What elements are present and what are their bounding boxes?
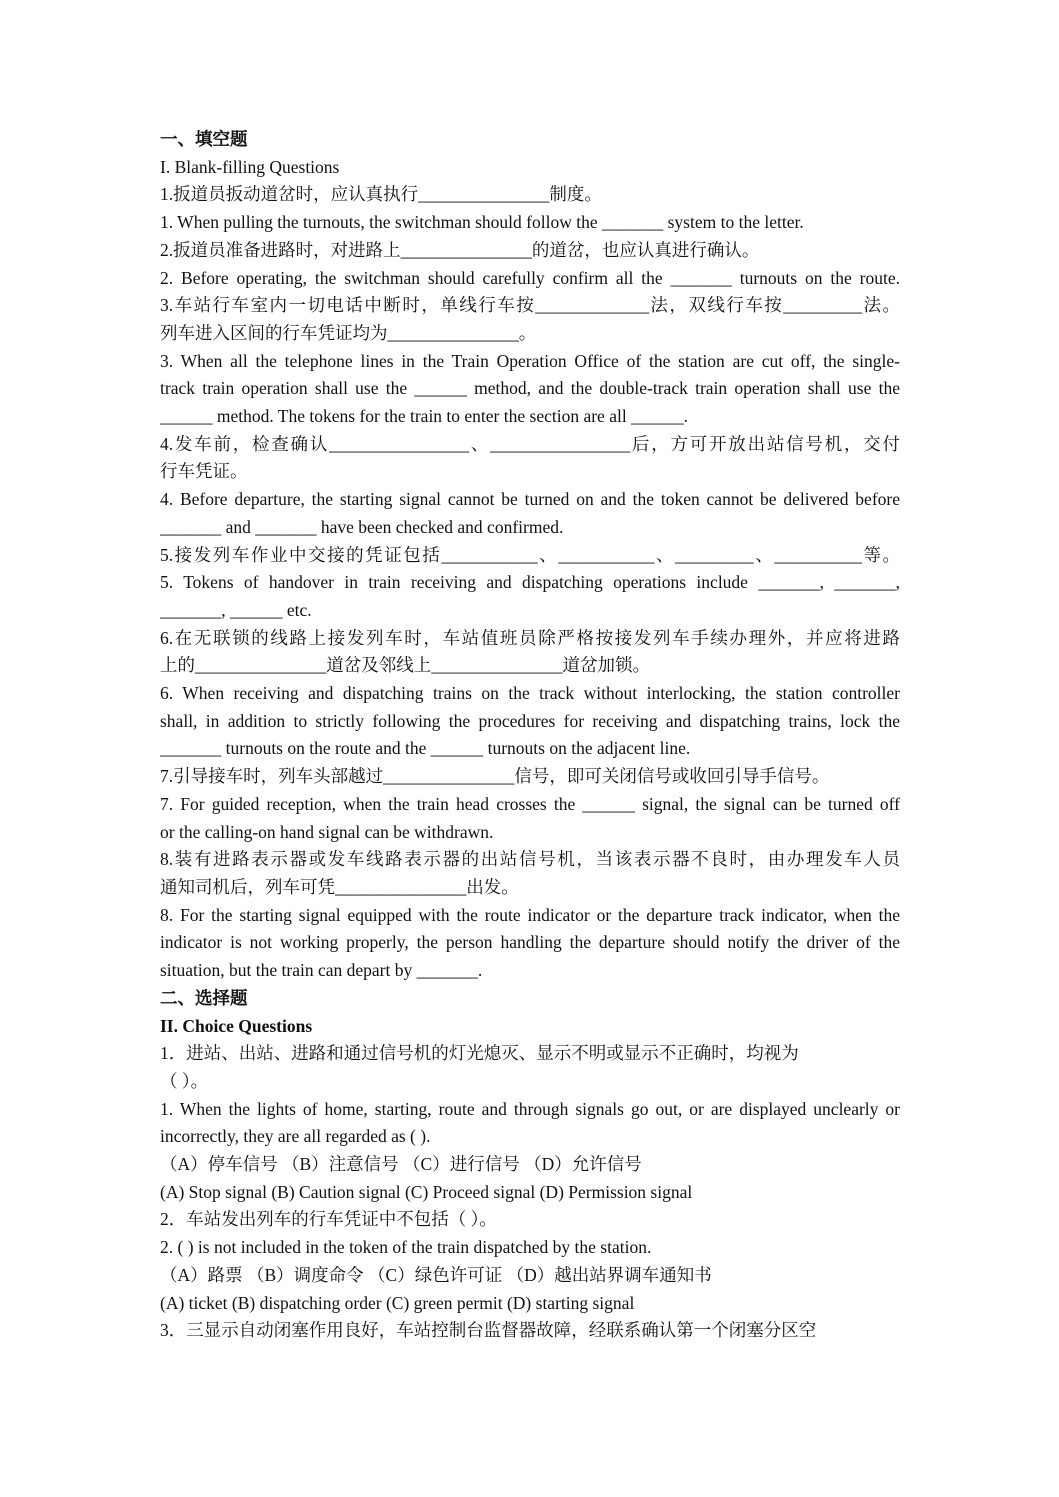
document-body bbox=[160, 126, 900, 1345]
text-line: 6. When receiving and dispatching trains on the track without interlocking, the station controller bbox=[160, 683, 900, 704]
text-line: _______ turnouts on the route and the ______ turnouts on the adjacent line. bbox=[160, 738, 691, 759]
text-line: 6.在无联锁的线路上接发列车时，车站值班员除严格按接发列车手续办理外，并应将进路 bbox=[160, 627, 900, 648]
text-line: 行车凭证。 bbox=[160, 461, 248, 482]
text-line: track train operation shall use the ______ method, and the double-track train operation shall use the bbox=[160, 378, 900, 399]
text-line: 4.发车前，检查确认________________、________________后，方可开放出站信号机，交付 bbox=[160, 433, 900, 454]
text-line: or the calling-on hand signal can be withdrawn. bbox=[160, 821, 494, 842]
text-line: 8.装有进路表示器或发车线路表示器的出站信号机，当该表示器不良时，由办理发车人员 bbox=[160, 849, 900, 870]
text-line: 3．三显示自动闭塞作用良好，车站控制台监督器故障，经联系确认第一个闭塞分区空 bbox=[160, 1320, 817, 1341]
text-line: 2．车站发出列车的行车凭证中不包括（ ）。 bbox=[160, 1209, 497, 1230]
text-line: indicator is not working properly, the person handling the departure should notify the driver of the bbox=[160, 932, 900, 953]
text-line: 1．进站、出站、进路和通过信号机的灯光熄灭、显示不明或显示不正确时，均视为 bbox=[160, 1043, 799, 1064]
text-line: （ ）。 bbox=[160, 1070, 209, 1091]
text-line: （A）路票 （B）调度命令 （C）绿色许可证 （D）越出站界调车通知书 bbox=[160, 1264, 712, 1285]
text-line: shall, in addition to strictly following the procedures for receiving and dispatching trains, lock the bbox=[160, 710, 900, 731]
text-line: _______ and _______ have been checked and confirmed. bbox=[160, 516, 564, 537]
text-line: 7.引导接车时，列车头部越过_______________信号，即可关闭信号或收回引导手信号。 bbox=[160, 766, 830, 787]
text-line: 2. Before operating, the switchman should carefully confirm all the _______ turnouts on the route. bbox=[160, 267, 900, 288]
text-line: 4. Before departure, the starting signal cannot be turned on and the token cannot be delivered before bbox=[160, 489, 900, 510]
text-line: 3. When all the telephone lines in the Train Operation Office of the station are cut off, the single- bbox=[160, 350, 900, 371]
text-line: 2. ( ) is not included in the token of the train dispatched by the station. bbox=[160, 1237, 652, 1258]
text-line: (A) ticket (B) dispatching order (C) green permit (D) starting signal bbox=[160, 1292, 635, 1313]
text-line: _______, ______ etc. bbox=[160, 599, 312, 620]
text-line: I. Blank-filling Questions bbox=[160, 156, 340, 177]
text-line: 上的_______________道岔及邻线上_______________道岔加锁。 bbox=[160, 655, 650, 676]
text-line: 1. When the lights of home, starting, route and through signals go out, or are displayed unclearly or bbox=[160, 1098, 900, 1119]
text-line: 2.扳道员准备进路时，对进路上_______________的道岔，也应认真进行确认。 bbox=[160, 239, 760, 260]
text-line: incorrectly, they are all regarded as ( ). bbox=[160, 1126, 431, 1147]
text-line: ______ method. The tokens for the train to enter the section are all ______. bbox=[160, 406, 688, 427]
text-line: situation, but the train can depart by _______. bbox=[160, 960, 483, 981]
text-line: 8. For the starting signal equipped with the route indicator or the departure track indicator, when the bbox=[160, 904, 900, 925]
text-line: (A) Stop signal (B) Caution signal (C) Proceed signal (D) Permission signal bbox=[160, 1181, 693, 1202]
text-line: 列车进入区间的行车凭证均为_______________。 bbox=[160, 322, 537, 343]
text-line: （A）停车信号 （B）注意信号 （C）进行信号 （D）允许信号 bbox=[160, 1154, 642, 1175]
text-line: 3.车站行车室内一切电话中断时，单线行车按_____________法，双线行车按_________法。 bbox=[160, 295, 900, 316]
text-line: 5.接发列车作业中交接的凭证包括___________、___________、_________、__________等。 bbox=[160, 544, 900, 565]
section-heading: 二、选择题 bbox=[160, 987, 248, 1008]
section-heading: 一、填空题 bbox=[160, 129, 248, 149]
section-heading: II. Choice Questions bbox=[160, 1015, 313, 1036]
text-line: 5. Tokens of handover in train receiving and dispatching operations include _______, _______, bbox=[160, 572, 900, 593]
text-line: 1. When pulling the turnouts, the switchman should follow the _______ system to the letter. bbox=[160, 212, 804, 233]
text-line: 7. For guided reception, when the train head crosses the ______ signal, the signal can be turned off bbox=[160, 793, 900, 814]
text-line: 1.扳道员扳动道岔时，应认真执行_______________制度。 bbox=[160, 184, 602, 205]
text-line: 通知司机后，列车可凭_______________出发。 bbox=[160, 876, 519, 897]
